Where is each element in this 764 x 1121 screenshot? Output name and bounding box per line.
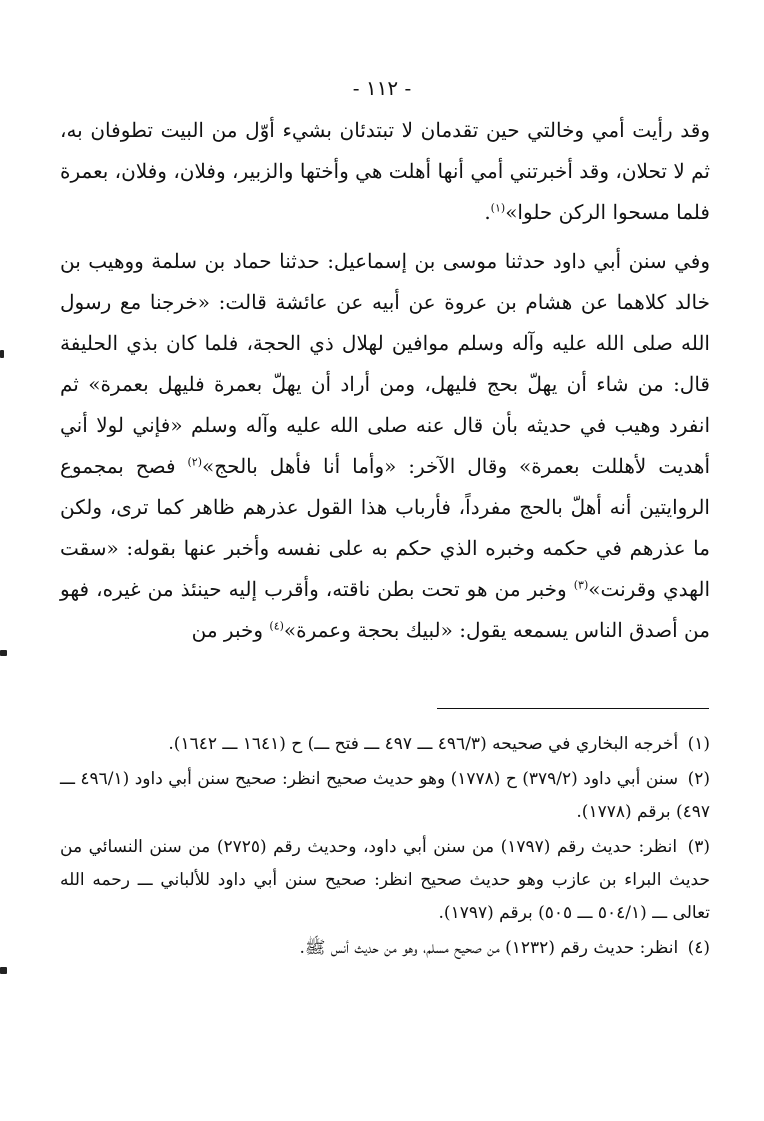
footnote-number: (٤) [687, 938, 710, 958]
footnote-ref-2: (٢) [187, 455, 203, 469]
paragraph-2-text-c: وخبر من هو تحت بطن ناقته، وأقرب إليه حينئذ من غيره، فهو من أصدق الناس يسمعه يقول: «لبيك بحجة وعمرة» [60, 577, 710, 642]
footnote-4 [60, 932, 710, 965]
scan-margin-mark [0, 350, 4, 358]
paragraph-1-end: . [484, 200, 491, 224]
footnote-number: (٣) [687, 837, 711, 857]
footnote-ref-1: (١) [490, 201, 506, 215]
scan-margin-mark [0, 650, 7, 656]
footnote-text: انظر: حديث رقم (١٢٣٢) من صحيح مسلم، وهو من حديث أنس ﷺ. [299, 938, 679, 958]
footnote-number: (١) [687, 734, 710, 754]
footnote-text: سنن أبي داود (٣٧٩/٢) ح (١٧٧٨) وهو حديث صحيح انظر: صحيح سنن أبي داود (٤٩٦/١ ـــ ٤٩٧) برقم (١٧٧٨). [60, 769, 710, 822]
page-number: - ١١٢ - [352, 76, 412, 100]
footnotes [60, 728, 710, 967]
paragraph-2-text-b: فصح بمجموع الروايتين أنه أهلّ بالحج مفرداً، فأرباب هذا القول عذرهم ظاهر كما ترى، ولكن ما عذرهم في حكمه وخبره الذي حكم به على نفسه وأخبر عنها بقوله: «سقت الهدي وقرنت» [60, 454, 710, 601]
paragraph-1-text: وقد رأيت أمي وخالتي حين تقدمان لا تبتدئان بشيء أوّل من البيت تطوفان به، ثم لا تحلان، وقد أخبرتني أمي أنها أهلت هي وأختها والزبير، وفلان، وفلان، بعمرة فلما مسحوا الركن حلوا» [60, 118, 710, 224]
footnote-2 [60, 763, 710, 829]
scan-margin-mark [0, 967, 7, 974]
paragraph-1 [60, 110, 710, 233]
main-text [60, 110, 710, 651]
footnote-3 [60, 831, 710, 930]
footnote-number: (٢) [687, 769, 711, 789]
footnote-ref-3: (٣) [573, 578, 589, 592]
footnote-text: انظر: حديث رقم (١٧٩٧) من سنن أبي داود، وحديث رقم (٢٧٢٥) من سنن النسائي من حديث البراء بن عازب وهو حديث صحيح انظر: صحيح سنن أبي داود للألباني ـــ رحمه الله تعالى ـــ (٥٠٤/١ ـــ ٥٠٥) برقم (١٧٩٧). [60, 837, 710, 923]
footnote-ref-4: (٤) [269, 619, 284, 633]
paragraph-2-text-d: وخبر من [191, 618, 270, 642]
footnote-1 [60, 728, 710, 761]
paragraph-2 [60, 241, 710, 651]
footnote-separator [437, 708, 709, 709]
footnote-text: أخرجه البخاري في صحيحه (٤٩٦/٣ ـــ ٤٩٧ ـــ فتح ـــ) ح (١٦٤١ ـــ ١٦٤٢). [168, 734, 679, 754]
paragraph-2-text-a: وفي سنن أبي داود حدثنا موسى بن إسماعيل: حدثنا حماد بن سلمة ووهيب بن خالد كلاهما عن هشام بن عروة عن أبيه عن عائشة قالت: «خرجنا مع رسول الله صلى الله عليه وآله وسلم موافين لهلال ذي الحجة، فلما كان بذي الحليفة قال: من شاء أن يهلّ بحج فليهل، ومن أراد أن يهلّ بعمرة فليهل بعمرة» ثم انفرد وهيب في حديثه بأن قال عنه صلى الله عليه وآله وسلم «فإني لولا أني أهديت لأهللت بعمرة» وقال الآخر: «وأما أنا فأهل بالحج» [60, 249, 710, 478]
